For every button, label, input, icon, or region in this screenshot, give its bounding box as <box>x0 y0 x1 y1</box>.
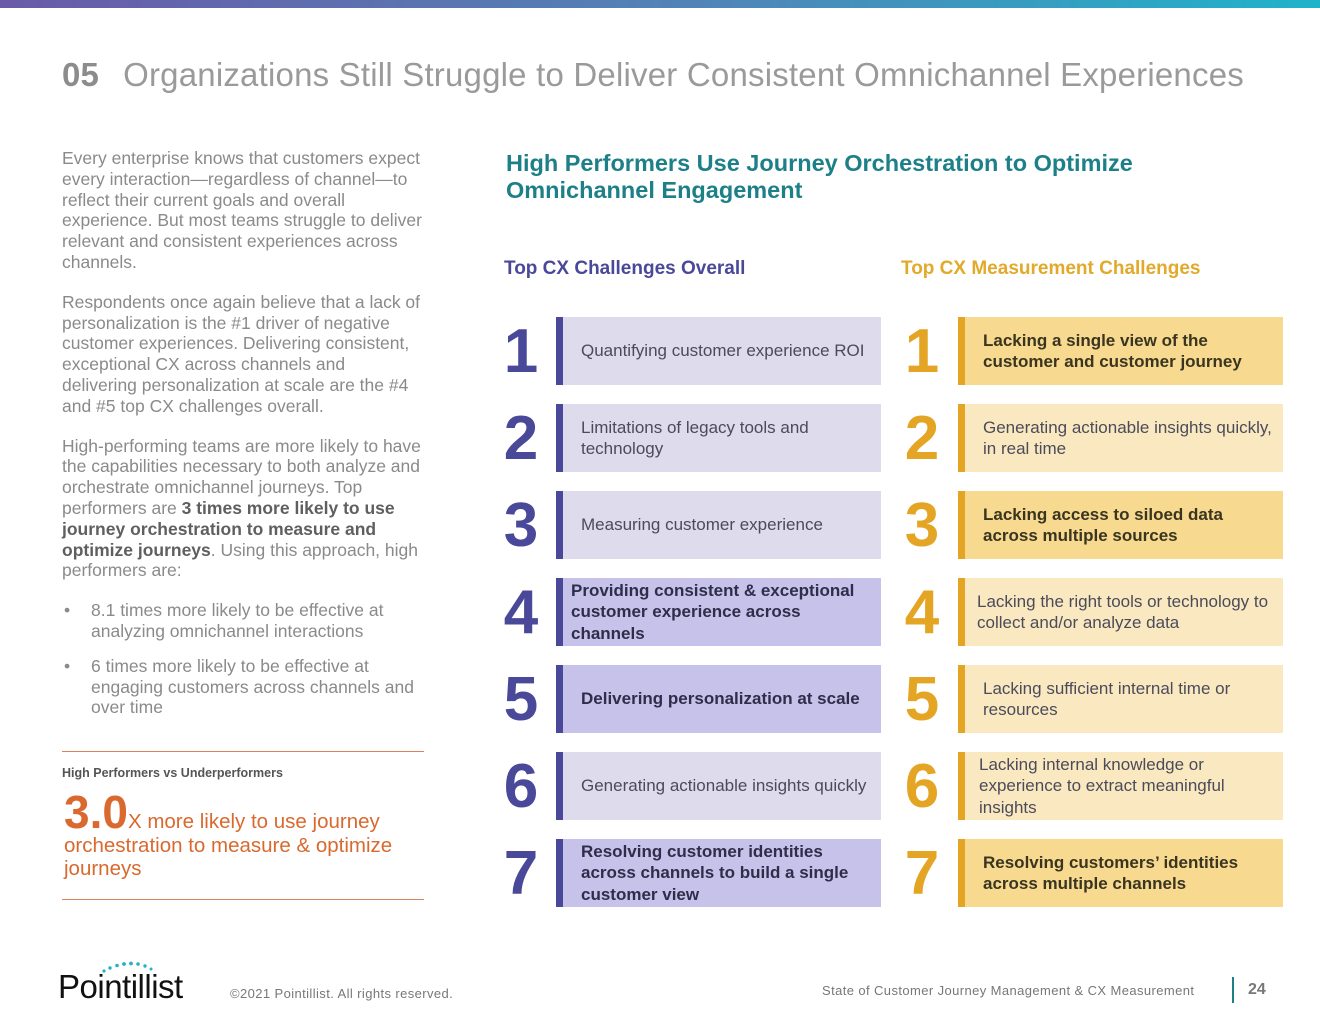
right-challenge-text: Lacking internal knowledge or experience to extract meaningful insights <box>979 754 1225 817</box>
right-challenge-text: Lacking a single view of the customer and customer journey <box>983 330 1242 371</box>
left-challenge-item-highlighted <box>556 839 881 907</box>
stat-label: High Performers vs Underperformers <box>62 766 283 780</box>
left-rank-number: 6 <box>503 752 539 821</box>
logo-wordmark: Pointillist <box>58 968 183 1005</box>
left-challenge-item <box>556 491 881 559</box>
intro-paragraph-1: Every enterprise knows that customers expect every interaction—regardless of channel—to reflect their current goals and overall experience. But most teams struggle to deliver relevant and consistent experiences across channels. <box>62 148 422 272</box>
right-challenge-item <box>958 404 1283 472</box>
stat-description: X more likely to use journey orchestration to measure & optimize journeys <box>64 810 393 880</box>
right-rank-number: 1 <box>904 317 940 386</box>
left-challenge-item <box>556 752 881 820</box>
left-challenge-item-highlighted <box>556 665 881 733</box>
left-rank-number: 2 <box>503 404 539 473</box>
right-challenge-item <box>958 578 1283 646</box>
intro-text <box>62 148 424 732</box>
right-challenge-text: Generating actionable insights quickly, in real time <box>983 417 1272 458</box>
left-challenge-text: Quantifying customer experience ROI <box>581 341 865 361</box>
top-gradient-bar <box>0 0 1320 8</box>
intro-paragraph-2: Respondents once again believe that a lack of personalization is the #1 driver of negative customer experiences. Delivering consistent, exceptional CX across channels and delivering personalization at scale are the #4 and #5 top CX challenges overall. <box>62 291 421 416</box>
intro-paragraph-3 <box>62 436 424 582</box>
page-title <box>62 56 1244 94</box>
right-challenge-item-highlighted <box>958 317 1283 385</box>
left-challenge-text: Providing consistent & exceptional customer experience across channels <box>571 580 855 643</box>
left-challenge-item-highlighted <box>556 578 881 646</box>
right-rank-number: 2 <box>904 404 940 473</box>
section-number: 05 <box>62 56 100 93</box>
left-rank-number: 4 <box>503 578 539 647</box>
stat-big-number: 3.0 <box>64 786 128 838</box>
left-rank-number: 7 <box>503 839 539 908</box>
right-column-title: Top CX Measurement Challenges <box>901 258 1201 279</box>
right-challenge-text: Lacking the right tools or technology to collect and/or analyze data <box>977 591 1269 632</box>
left-challenge-item <box>556 317 881 385</box>
left-challenge-text: Resolving customer identities across channels to build a single customer view <box>581 841 849 904</box>
left-column-title: Top CX Challenges Overall <box>504 258 746 279</box>
intro-p3-bold: 3 times more likely to use journey orchestration to measure and optimize journeys <box>62 497 395 560</box>
left-rank-number: 3 <box>503 491 539 560</box>
right-challenge-text: Lacking sufficient internal time or resources <box>983 678 1231 719</box>
right-challenge-text: Resolving customers’ identities across multiple channels <box>983 852 1239 893</box>
bullet-item: • 6 times more likely to be effective at engaging customers across channels and over time <box>62 656 424 718</box>
left-challenge-text: Generating actionable insights quickly <box>581 776 867 796</box>
page-title-text: Organizations Still Struggle to Deliver Consistent Omnichannel Experiences <box>123 56 1244 93</box>
right-challenge-item <box>958 752 1283 820</box>
copyright: ©2021 Pointillist. All rights reserved. <box>230 986 454 1001</box>
right-rank-number: 3 <box>904 491 940 560</box>
section-subheading: High Performers Use Journey Orchestration to Optimize Omnichannel Engagement <box>506 150 1133 203</box>
left-rank-number: 5 <box>503 665 539 734</box>
stat-text <box>64 786 424 880</box>
right-rank-number: 4 <box>904 578 940 647</box>
right-rank-number: 6 <box>904 752 940 821</box>
left-challenge-text: Limitations of legacy tools and technology <box>581 417 809 458</box>
right-challenge-item-highlighted <box>958 839 1283 907</box>
bullet-item: • 8.1 times more likely to be effective at analyzing omnichannel interactions <box>62 600 424 642</box>
intro-bullet-list <box>62 600 424 718</box>
right-challenge-item <box>958 665 1283 733</box>
right-rank-number: 5 <box>904 665 940 734</box>
left-challenge-text: Delivering personalization at scale <box>581 689 860 709</box>
page-number: 24 <box>1248 981 1266 998</box>
right-challenge-item-highlighted <box>958 491 1283 559</box>
footer-divider <box>1232 977 1234 1003</box>
left-challenge-text: Measuring customer experience <box>581 515 823 535</box>
pointillist-logo <box>58 960 208 1004</box>
intro-p3-pre: High-performing teams are more likely to have the capabilities necessary to both analyze and orchestrate omnichannel journeys. Top performers are <box>62 435 421 518</box>
report-title: State of Customer Journey Management & CX Measurement <box>822 983 1195 998</box>
left-rank-number: 1 <box>503 317 539 386</box>
right-rank-number: 7 <box>904 839 940 908</box>
stat-callout <box>62 751 424 900</box>
right-challenge-text: Lacking access to siloed data across multiple sources <box>983 504 1223 545</box>
left-challenge-item <box>556 404 881 472</box>
intro-p3-post: . Using this approach, high performers are: <box>62 539 418 581</box>
